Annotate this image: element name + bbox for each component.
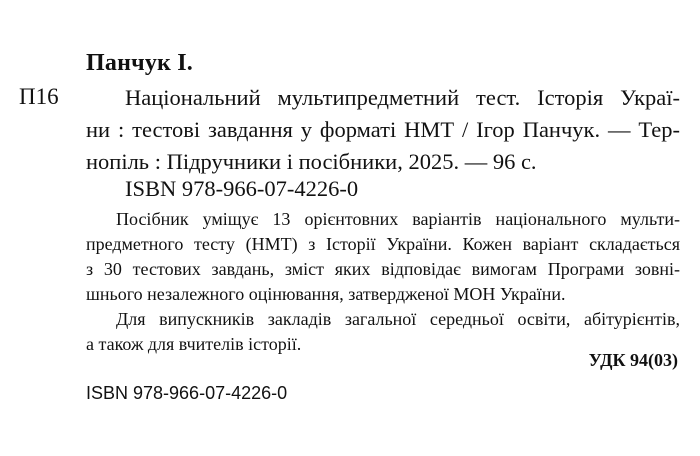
abstract-line: шнього незалежного оцінювання, затвердженої МОН України. xyxy=(86,284,566,304)
isbn-bottom: ISBN 978-966-07-4226-0 xyxy=(86,383,288,403)
udk-code: УДК 94(03) xyxy=(588,350,678,370)
title-line: Національний мультипредметний тест. Історія Украї- xyxy=(125,85,680,110)
title-line: ни : тестові завдання у форматі НМТ / Ігор Панчук. — Тер- xyxy=(86,117,680,142)
abstract-line: Посібник уміщує 13 орієнтовних варіантів національного мульти- xyxy=(116,209,680,229)
abstract-line: предметного тесту (НМТ) з Історії України. Кожен варіант складається xyxy=(86,234,680,254)
abstract-line: а також для вчителів історії. xyxy=(86,334,302,354)
abstract-line: Для випускників закладів загальної середньої освіти, абітурієнтів, xyxy=(116,309,680,329)
abstract-line: з 30 тестових завдань, зміст яких відповідає вимогам Програми зовні- xyxy=(86,259,680,279)
abstract xyxy=(86,207,680,357)
title-line: нопіль : Підручники і посібники, 2025. — 96 с. xyxy=(86,149,537,174)
library-index-code: П16 xyxy=(19,84,59,109)
isbn-top: ISBN 978-966-07-4226-0 xyxy=(125,176,359,201)
author-name: Панчук І. xyxy=(86,50,193,76)
bibliographic-description xyxy=(86,82,680,178)
